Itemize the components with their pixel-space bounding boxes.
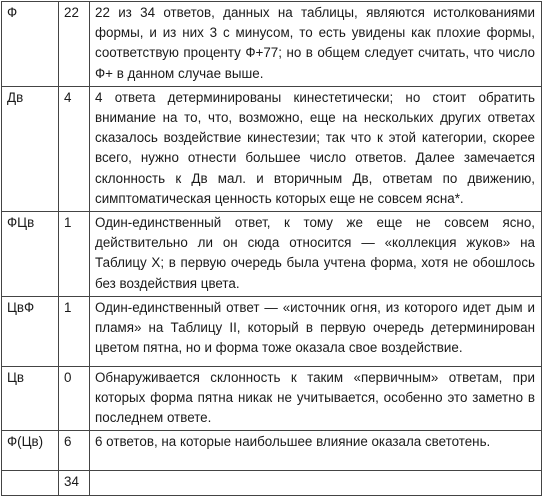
category-code-cell: Ф xyxy=(2,2,59,87)
table-row xyxy=(2,2,542,87)
category-code-cell: Ф(Цв) xyxy=(2,431,59,471)
category-code-cell: ФЦв xyxy=(2,212,59,297)
interpretation-cell: Один-единственный ответ, к тому же еще не совсем ясно, действительно ли он сюда относится — «коллекция жуков» на Таблицу X; в первую очередь была учтена форма, хотя не обошлось без воздействия цвета. xyxy=(90,212,542,297)
interpretation-cell: Один-единственный ответ — «источник огня, из которого идет дым и пламя» на Таблицу II, который в первую очередь детерминирован цветом пятна, но и форма тоже оказала свое воздействие. xyxy=(90,296,542,366)
scoring-table xyxy=(1,1,542,496)
table-row xyxy=(2,296,542,366)
table-row xyxy=(2,431,542,471)
interpretation-cell: 22 из 34 ответов, данных на таблицы, являются истолкованиями формы, и из них 3 с минусом, то есть увидены как плохие формы, соответствую проценту Ф+77; но в общем следует считать, что число Ф+ в данном случае выше. xyxy=(90,2,542,87)
response-count-cell: 6 xyxy=(59,431,90,471)
category-code-cell: ЦвФ xyxy=(2,296,59,366)
interpretation-cell: 6 ответов, на которые наибольшее влияние оказала светотень. xyxy=(90,431,542,471)
table-row xyxy=(2,212,542,297)
interpretation-cell: 4 ответа детерминированы кинестетически; но стоит обратить внимание на то, что, возможно, еще на нескольких других ответах сказалось воздействие кинестезии; так что к этой категории, скорее всего, нужно отнести большее число ответов. Далее замечается склонность к Дв мал. и вторичным Дв, ответам по движению, симптоматическая ценность которых еще не совсем ясна*. xyxy=(90,86,542,211)
category-code-cell: Дв xyxy=(2,86,59,211)
response-count-cell: 1 xyxy=(59,296,90,366)
interpretation-cell: Обнаруживается склонность к таким «первичным» ответам, при которых форма пятна никак не учитывается, особенно это заметно в последнем ответе. xyxy=(90,366,542,431)
response-count-cell: 1 xyxy=(59,212,90,297)
total-count-cell: 34 xyxy=(59,471,90,495)
table-row xyxy=(2,366,542,431)
response-count-cell: 4 xyxy=(59,86,90,211)
response-count-cell: 22 xyxy=(59,2,90,87)
response-count-cell: 0 xyxy=(59,366,90,431)
category-code-cell: Цв xyxy=(2,366,59,431)
table-row xyxy=(2,86,542,211)
